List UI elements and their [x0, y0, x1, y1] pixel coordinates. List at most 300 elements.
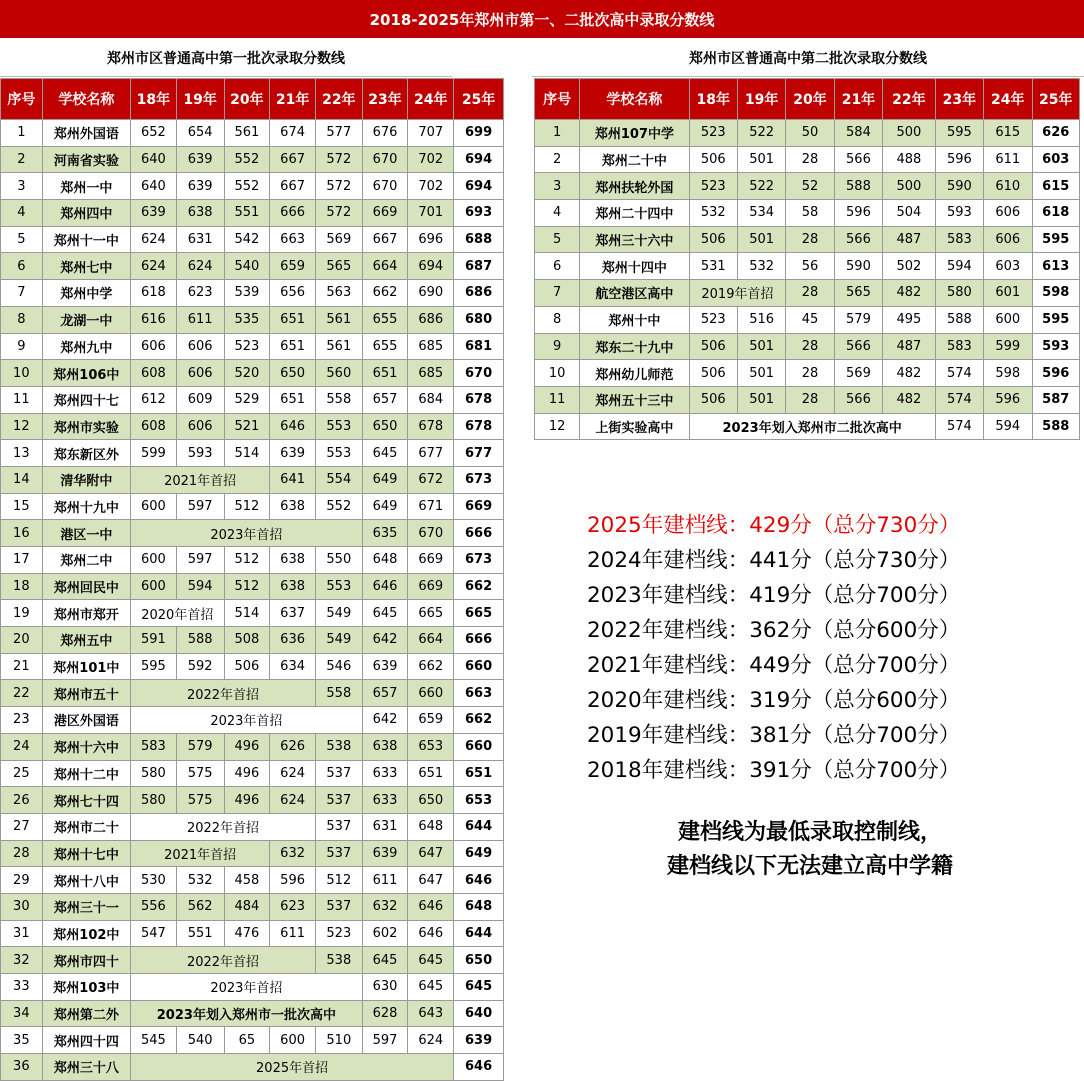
first-year-note: 2023年首招: [131, 520, 363, 547]
row-number: 10: [1, 360, 43, 387]
score-cell: 655: [362, 333, 408, 360]
score-2025: 660: [454, 653, 504, 680]
score-cell: 594: [935, 253, 983, 280]
row-number: 2: [1, 146, 43, 173]
score-cell: 616: [131, 306, 177, 333]
score-cell: 588: [935, 306, 983, 333]
score-2025: 670: [454, 360, 504, 387]
score-2025: 615: [1032, 173, 1080, 200]
score-cell: 606: [131, 333, 177, 360]
first-year-note: 2025年首招: [131, 1054, 454, 1081]
score-cell: 631: [176, 226, 224, 253]
score-cell: 649: [362, 466, 408, 493]
baseline-line: 2020年建档线：319分（总分600分）: [587, 688, 961, 713]
score-cell: 28: [786, 386, 834, 413]
school-name: 郑州二中: [42, 547, 130, 574]
table-row: [1, 787, 504, 814]
school-name: 郑州十七中: [42, 840, 130, 867]
score-cell: 645: [362, 440, 408, 467]
score-cell: 532: [689, 200, 737, 227]
row-number: 15: [1, 493, 43, 520]
score-cell: 28: [786, 360, 834, 387]
score-cell: 572: [315, 200, 362, 227]
table-row: [1, 974, 504, 1001]
score-cell: 501: [737, 146, 785, 173]
row-number: 13: [1, 440, 43, 467]
score-cell: 645: [362, 600, 408, 627]
score-cell: 496: [224, 733, 270, 760]
score-cell: 618: [131, 280, 177, 307]
score-cell: 643: [408, 1000, 454, 1027]
score-cell: 600: [270, 1027, 316, 1054]
score-cell: 667: [270, 146, 316, 173]
score-cell: 579: [176, 733, 224, 760]
score-cell: 569: [834, 360, 882, 387]
score-2025: 645: [454, 974, 504, 1001]
score-cell: 504: [883, 200, 936, 227]
score-cell: 638: [362, 733, 408, 760]
score-cell: 496: [224, 787, 270, 814]
score-2025: 680: [454, 306, 504, 333]
score-cell: 667: [362, 226, 408, 253]
table-row: [1, 120, 504, 147]
score-cell: 537: [315, 813, 362, 840]
baseline-score-list: [587, 508, 960, 788]
score-cell: 561: [224, 120, 270, 147]
score-2025: 669: [454, 493, 504, 520]
score-cell: 512: [224, 547, 270, 574]
row-number: 34: [1, 1000, 43, 1027]
score-cell: 458: [224, 867, 270, 894]
row-number: 36: [1, 1054, 43, 1081]
row-number: 4: [535, 200, 580, 227]
baseline-line: 2021年建档线：449分（总分700分）: [587, 653, 961, 678]
score-cell: 562: [176, 893, 224, 920]
first-year-note: 2023年划入郑州市一批次高中: [131, 1000, 363, 1027]
score-cell: 553: [315, 413, 362, 440]
score-2025: 662: [454, 573, 504, 600]
baseline-line: 2024年建档线：441分（总分730分）: [587, 548, 961, 573]
score-cell: 638: [270, 573, 316, 600]
score-cell: 600: [131, 493, 177, 520]
score-cell: 596: [935, 146, 983, 173]
score-2025: 613: [1032, 253, 1080, 280]
score-cell: 639: [362, 653, 408, 680]
score-cell: 583: [935, 333, 983, 360]
school-name: 郑州中学: [42, 280, 130, 307]
row-number: 21: [1, 653, 43, 680]
score-cell: 647: [408, 840, 454, 867]
score-cell: 639: [176, 173, 224, 200]
score-cell: 600: [984, 306, 1032, 333]
table-row: [1, 200, 504, 227]
score-cell: 591: [131, 627, 177, 654]
score-cell: 28: [786, 226, 834, 253]
row-number: 24: [1, 733, 43, 760]
score-cell: 632: [362, 893, 408, 920]
school-name: 郑州四十四: [42, 1027, 130, 1054]
score-cell: 522: [737, 173, 785, 200]
score-cell: 552: [315, 493, 362, 520]
school-name: 郑州三十一: [42, 893, 130, 920]
score-cell: 597: [176, 493, 224, 520]
score-cell: 648: [408, 813, 454, 840]
table-row: [1, 333, 504, 360]
school-name: 郑州五十三中: [580, 386, 689, 413]
row-number: 7: [535, 280, 580, 307]
score-cell: 549: [315, 627, 362, 654]
score-cell: 506: [224, 653, 270, 680]
score-2025: 681: [454, 333, 504, 360]
score-2025: 588: [1032, 413, 1080, 440]
baseline-line: 2018年建档线：391分（总分700分）: [587, 758, 961, 783]
score-cell: 606: [984, 226, 1032, 253]
score-cell: 52: [786, 173, 834, 200]
score-cell: 662: [408, 653, 454, 680]
table-row: [1, 573, 504, 600]
column-header: 23年: [362, 79, 408, 120]
score-cell: 630: [362, 974, 408, 1001]
score-cell: 500: [883, 173, 936, 200]
table-row: [1, 627, 504, 654]
score-2025: 650: [454, 947, 504, 974]
score-cell: 628: [362, 1000, 408, 1027]
score-cell: 532: [176, 867, 224, 894]
score-cell: 665: [408, 600, 454, 627]
score-cell: 707: [408, 120, 454, 147]
school-name: 郑州十九中: [42, 493, 130, 520]
score-cell: 523: [224, 333, 270, 360]
table-row: [1, 360, 504, 387]
score-cell: 547: [131, 920, 177, 947]
score-cell: 596: [984, 386, 1032, 413]
score-cell: 488: [883, 146, 936, 173]
score-cell: 556: [131, 893, 177, 920]
score-cell: 575: [176, 760, 224, 787]
score-cell: 551: [224, 200, 270, 227]
row-number: 8: [1, 306, 43, 333]
school-name: 郑州三十八: [42, 1054, 130, 1081]
note-line: 建档线以下无法建立高中学籍: [666, 854, 953, 879]
score-cell: 606: [984, 200, 1032, 227]
score-2025: 665: [454, 600, 504, 627]
school-name: 郑州九中: [42, 333, 130, 360]
score-cell: 663: [270, 226, 316, 253]
score-cell: 558: [315, 386, 362, 413]
score-cell: 702: [408, 173, 454, 200]
score-cell: 590: [935, 173, 983, 200]
school-name: 郑州第二外: [42, 1000, 130, 1027]
table-row: [535, 226, 1080, 253]
school-name: 郑州十二中: [42, 760, 130, 787]
score-cell: 537: [315, 893, 362, 920]
score-cell: 660: [408, 680, 454, 707]
score-cell: 579: [834, 306, 882, 333]
school-name: 郑州市实验: [42, 413, 130, 440]
score-cell: 677: [408, 440, 454, 467]
row-number: 29: [1, 867, 43, 894]
score-cell: 626: [270, 733, 316, 760]
score-cell: 523: [689, 306, 737, 333]
score-cell: 501: [737, 226, 785, 253]
baseline-line: 2022年建档线：362分（总分600分）: [587, 618, 961, 643]
row-number: 22: [1, 680, 43, 707]
score-cell: 603: [984, 253, 1032, 280]
column-header: 学校名称: [580, 79, 689, 120]
score-cell: 642: [362, 627, 408, 654]
table-row: [1, 707, 504, 734]
baseline-line: 2019年建档线：381分（总分700分）: [587, 723, 961, 748]
score-cell: 624: [176, 253, 224, 280]
score-cell: 531: [689, 253, 737, 280]
baseline-note: [600, 816, 1020, 884]
score-cell: 686: [408, 306, 454, 333]
score-cell: 608: [131, 413, 177, 440]
school-name: 郑州扶轮外国: [580, 173, 689, 200]
score-2025: 673: [454, 466, 504, 493]
table-row: [1, 253, 504, 280]
score-cell: 611: [176, 306, 224, 333]
score-cell: 521: [224, 413, 270, 440]
score-2025: 663: [454, 680, 504, 707]
score-cell: 566: [834, 226, 882, 253]
score-cell: 702: [408, 146, 454, 173]
score-cell: 674: [270, 120, 316, 147]
score-cell: 600: [131, 573, 177, 600]
score-2025: 644: [454, 920, 504, 947]
score-cell: 554: [315, 466, 362, 493]
score-cell: 646: [362, 573, 408, 600]
row-number: 18: [1, 573, 43, 600]
first-year-note: 2020年首招: [131, 600, 224, 627]
score-cell: 611: [362, 867, 408, 894]
score-cell: 45: [786, 306, 834, 333]
score-2025: 626: [1032, 120, 1080, 147]
score-cell: 670: [362, 173, 408, 200]
column-header: 20年: [786, 79, 834, 120]
score-cell: 56: [786, 253, 834, 280]
score-cell: 667: [270, 173, 316, 200]
table-row: [1, 173, 504, 200]
table-row: [535, 146, 1080, 173]
score-cell: 594: [176, 573, 224, 600]
table-row: [1, 867, 504, 894]
page-title: 2018-2025年郑州市第一、二批次高中录取分数线: [0, 0, 1084, 38]
score-cell: 487: [883, 333, 936, 360]
row-number: 31: [1, 920, 43, 947]
score-cell: 646: [270, 413, 316, 440]
first-year-note: 2021年首招: [131, 466, 270, 493]
score-cell: 523: [315, 920, 362, 947]
score-cell: 484: [224, 893, 270, 920]
score-2025: 639: [454, 1027, 504, 1054]
score-2025: 587: [1032, 386, 1080, 413]
score-cell: 615: [984, 120, 1032, 147]
first-year-note: 2022年首招: [131, 680, 316, 707]
row-number: 3: [535, 173, 580, 200]
score-cell: 537: [315, 787, 362, 814]
score-cell: 651: [270, 333, 316, 360]
first-year-note: 2019年首招: [689, 280, 786, 307]
score-cell: 580: [131, 760, 177, 787]
score-2025: 686: [454, 280, 504, 307]
row-number: 17: [1, 547, 43, 574]
score-cell: 537: [315, 840, 362, 867]
table-row: [1, 680, 504, 707]
row-number: 19: [1, 600, 43, 627]
score-cell: 538: [315, 733, 362, 760]
score-cell: 506: [689, 386, 737, 413]
row-number: 5: [1, 226, 43, 253]
score-cell: 532: [737, 253, 785, 280]
score-cell: 593: [935, 200, 983, 227]
score-cell: 597: [362, 1027, 408, 1054]
score-cell: 496: [224, 760, 270, 787]
score-cell: 648: [362, 547, 408, 574]
column-header: 22年: [883, 79, 936, 120]
score-cell: 540: [176, 1027, 224, 1054]
score-cell: 646: [408, 893, 454, 920]
score-cell: 669: [408, 547, 454, 574]
school-name: 郑州四中: [42, 200, 130, 227]
score-cell: 645: [362, 947, 408, 974]
score-cell: 640: [131, 173, 177, 200]
score-cell: 666: [270, 200, 316, 227]
score-cell: 506: [689, 333, 737, 360]
row-number: 1: [1, 120, 43, 147]
table-row: [1, 947, 504, 974]
score-cell: 482: [883, 280, 936, 307]
score-cell: 664: [362, 253, 408, 280]
score-cell: 550: [315, 547, 362, 574]
score-cell: 676: [362, 120, 408, 147]
score-cell: 624: [270, 760, 316, 787]
score-cell: 538: [315, 947, 362, 974]
score-cell: 651: [362, 360, 408, 387]
score-cell: 553: [315, 573, 362, 600]
school-name: 郑州市二十: [42, 813, 130, 840]
score-cell: 638: [270, 547, 316, 574]
score-2025: 660: [454, 733, 504, 760]
school-name: 郑东二十九中: [580, 333, 689, 360]
score-cell: 659: [270, 253, 316, 280]
right-table-subtitle: 郑州市区普通高中第二批次录取分数线: [532, 40, 1084, 77]
score-cell: 501: [737, 386, 785, 413]
score-cell: 28: [786, 280, 834, 307]
score-cell: 569: [315, 226, 362, 253]
school-name: 郑州102中: [42, 920, 130, 947]
row-number: 35: [1, 1027, 43, 1054]
score-2025: 666: [454, 627, 504, 654]
score-cell: 624: [408, 1027, 454, 1054]
score-cell: 566: [834, 333, 882, 360]
score-cell: 545: [131, 1027, 177, 1054]
score-cell: 584: [834, 120, 882, 147]
score-cell: 598: [984, 360, 1032, 387]
score-cell: 634: [270, 653, 316, 680]
score-cell: 639: [362, 840, 408, 867]
table-row: [535, 200, 1080, 227]
table-row: [535, 306, 1080, 333]
school-name: 郑州十六中: [42, 733, 130, 760]
score-cell: 632: [270, 840, 316, 867]
score-cell: 669: [362, 200, 408, 227]
school-name: 郑州103中: [42, 974, 130, 1001]
score-cell: 662: [362, 280, 408, 307]
score-cell: 597: [176, 547, 224, 574]
score-cell: 574: [935, 360, 983, 387]
school-name: 郑州十四中: [580, 253, 689, 280]
score-cell: 594: [984, 413, 1032, 440]
score-cell: 588: [176, 627, 224, 654]
score-cell: 651: [270, 386, 316, 413]
row-number: 5: [535, 226, 580, 253]
table-row: [1, 547, 504, 574]
score-cell: 588: [834, 173, 882, 200]
table-row: [1, 520, 504, 547]
score-cell: 512: [224, 493, 270, 520]
score-cell: 633: [362, 760, 408, 787]
score-cell: 590: [834, 253, 882, 280]
score-cell: 580: [131, 787, 177, 814]
score-cell: 28: [786, 333, 834, 360]
table-row: [535, 253, 1080, 280]
score-cell: 609: [176, 386, 224, 413]
row-number: 26: [1, 787, 43, 814]
score-cell: 514: [224, 440, 270, 467]
score-cell: 595: [935, 120, 983, 147]
table-row: [1, 600, 504, 627]
score-cell: 638: [176, 200, 224, 227]
table-row: [1, 226, 504, 253]
score-cell: 546: [315, 653, 362, 680]
baseline-line: 2025年建档线：429分（总分730分）: [587, 513, 961, 538]
score-cell: 600: [131, 547, 177, 574]
score-cell: 574: [935, 413, 983, 440]
table-row: [1, 840, 504, 867]
row-number: 30: [1, 893, 43, 920]
score-cell: 670: [362, 146, 408, 173]
school-name: 郑州市四十: [42, 947, 130, 974]
score-cell: 593: [176, 440, 224, 467]
score-2025: 662: [454, 707, 504, 734]
score-2025: 651: [454, 760, 504, 787]
row-number: 2: [535, 146, 580, 173]
score-2025: 688: [454, 226, 504, 253]
score-cell: 596: [270, 867, 316, 894]
score-cell: 653: [408, 733, 454, 760]
row-number: 20: [1, 627, 43, 654]
score-cell: 639: [131, 200, 177, 227]
table-row: [535, 386, 1080, 413]
school-name: 郑州十一中: [42, 226, 130, 253]
school-name: 龙湖一中: [42, 306, 130, 333]
score-cell: 636: [270, 627, 316, 654]
score-cell: 635: [362, 520, 408, 547]
table-row: [1, 733, 504, 760]
score-cell: 577: [315, 120, 362, 147]
school-name: 郑州四十七: [42, 386, 130, 413]
school-name: 郑州五中: [42, 627, 130, 654]
score-cell: 623: [270, 893, 316, 920]
table-row: [1, 280, 504, 307]
score-cell: 599: [131, 440, 177, 467]
score-cell: 561: [315, 306, 362, 333]
score-cell: 655: [362, 306, 408, 333]
first-year-note: 2021年首招: [131, 840, 270, 867]
column-header: 18年: [689, 79, 737, 120]
table-row: [1, 1054, 504, 1081]
